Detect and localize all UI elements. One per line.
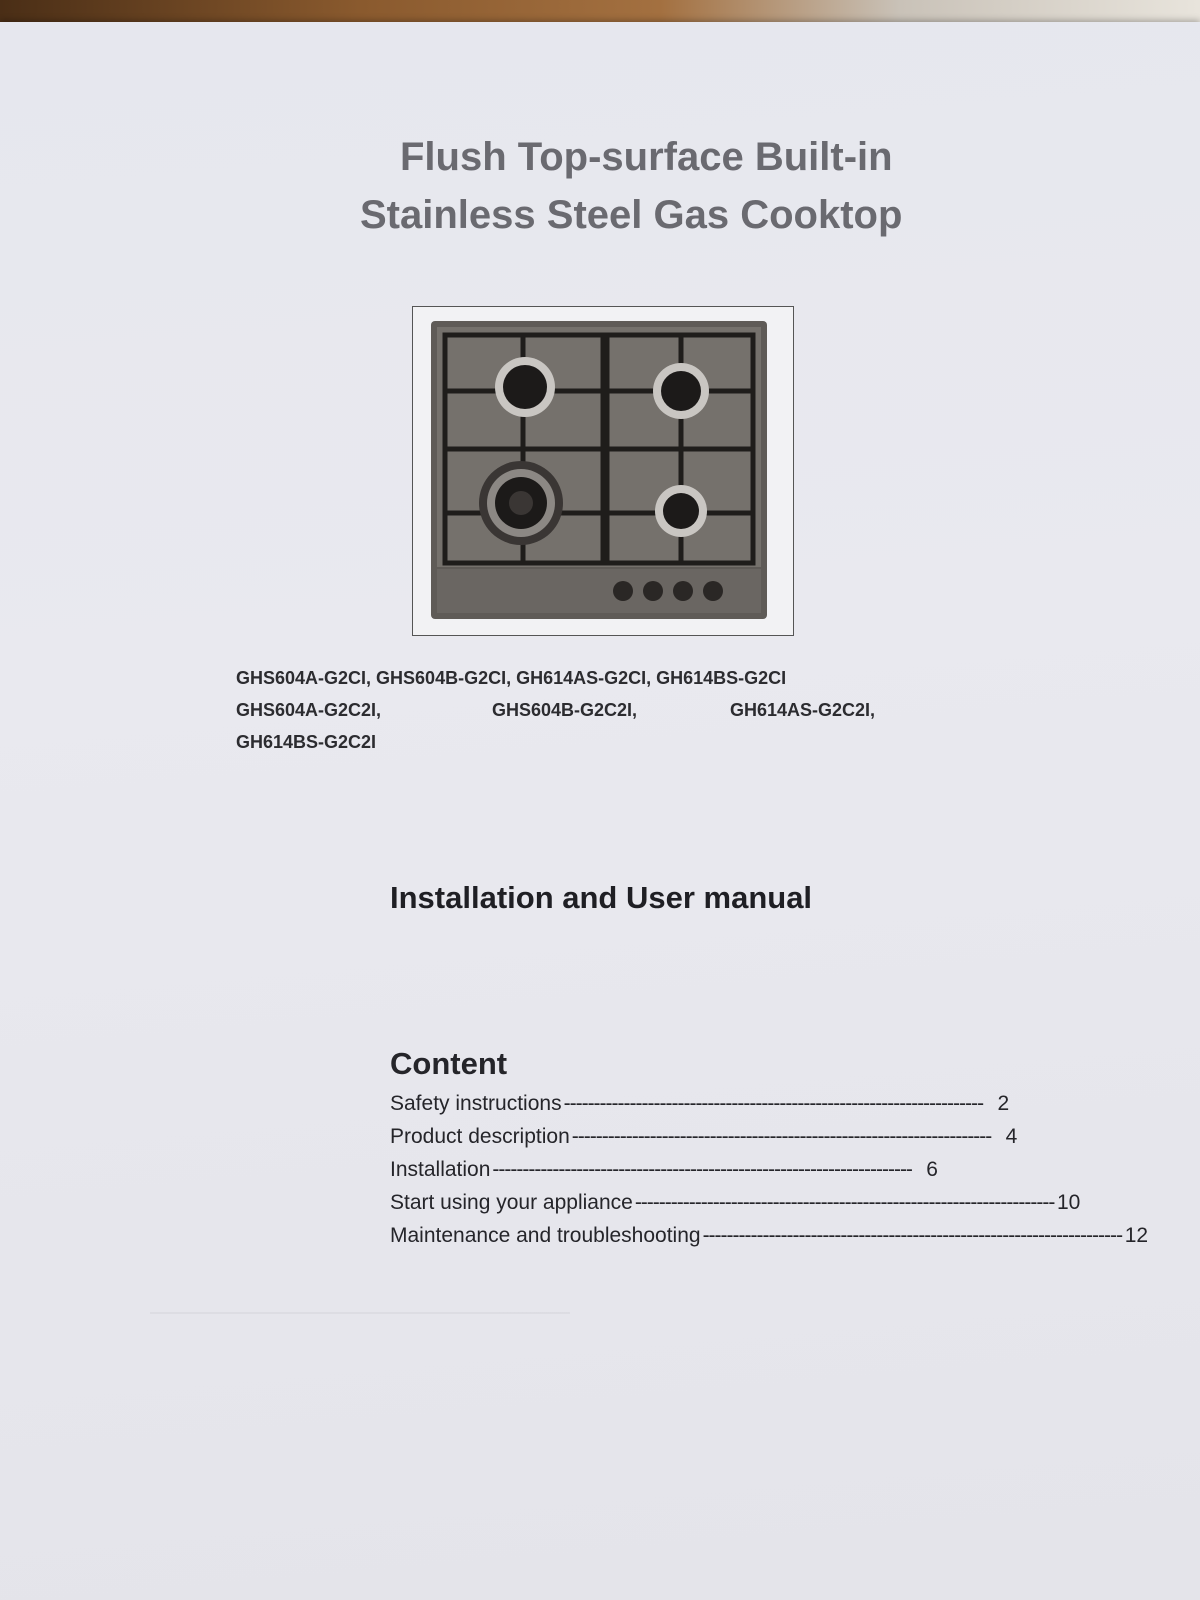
gas-cooktop-icon — [413, 307, 793, 635]
toc-entry-page: 4 — [1005, 1125, 1018, 1148]
burner-icon — [479, 461, 563, 545]
manual-cover-page — [0, 22, 1200, 1600]
toc-entry-page: 12 — [1124, 1224, 1149, 1247]
cooktop-product-image — [412, 306, 794, 636]
burner-icon — [495, 357, 555, 417]
toc-entry-page: 10 — [1056, 1191, 1081, 1214]
model-row — [236, 726, 936, 758]
toc-entry-label: Installation — [390, 1158, 491, 1181]
toc-entry — [390, 1224, 1149, 1257]
page-title — [360, 128, 1000, 244]
toc-entry — [390, 1092, 1010, 1125]
content-heading: Content — [390, 1046, 508, 1081]
model-item: GHS604A-G2C2I, — [236, 700, 382, 720]
toc-entry-label: Product description — [390, 1125, 570, 1148]
toc-entry-page: 6 — [926, 1158, 938, 1181]
model-row — [236, 694, 936, 726]
toc-leader: ---------------------------------------------------------------------- — [563, 1092, 984, 1115]
toc-leader: ---------------------------------------------------------------------- — [492, 1158, 912, 1181]
toc-leader: ---------------------------------------------------------------------- — [634, 1191, 1055, 1214]
toc-leader: ---------------------------------------------------------------------- — [702, 1224, 1123, 1247]
table-of-contents — [390, 1092, 1149, 1257]
toc-entry — [390, 1158, 938, 1191]
toc-leader: ---------------------------------------------------------------------- — [571, 1125, 992, 1148]
toc-entry-label: Safety instructions — [390, 1092, 562, 1115]
model-item: GH614BS-G2C2I — [236, 732, 377, 752]
model-item: GHS604B-G2C2I, — [492, 700, 638, 720]
toc-entry — [390, 1125, 1018, 1158]
toc-entry-page: 2 — [997, 1092, 1010, 1115]
model-item: GH614AS-G2C2I, — [730, 700, 876, 720]
toc-entry — [390, 1191, 1081, 1224]
model-list-line-1: GHS604A-G2CI, GHS604B-G2CI, GH614AS-G2CI, GH614BS-G2CI — [236, 668, 787, 688]
model-row — [236, 662, 936, 694]
title-line-2: Stainless Steel Gas Cooktop — [360, 193, 903, 237]
burner-icon — [653, 363, 709, 419]
show-through-texture — [150, 1312, 570, 1434]
burner-icon — [655, 485, 707, 537]
toc-entry-label: Maintenance and troubleshooting — [390, 1224, 701, 1247]
title-line-1: Flush Top-surface Built-in — [400, 135, 893, 179]
model-numbers — [236, 662, 936, 758]
manual-title: Installation and User manual — [390, 880, 813, 915]
toc-entry-label: Start using your appliance — [390, 1191, 633, 1214]
